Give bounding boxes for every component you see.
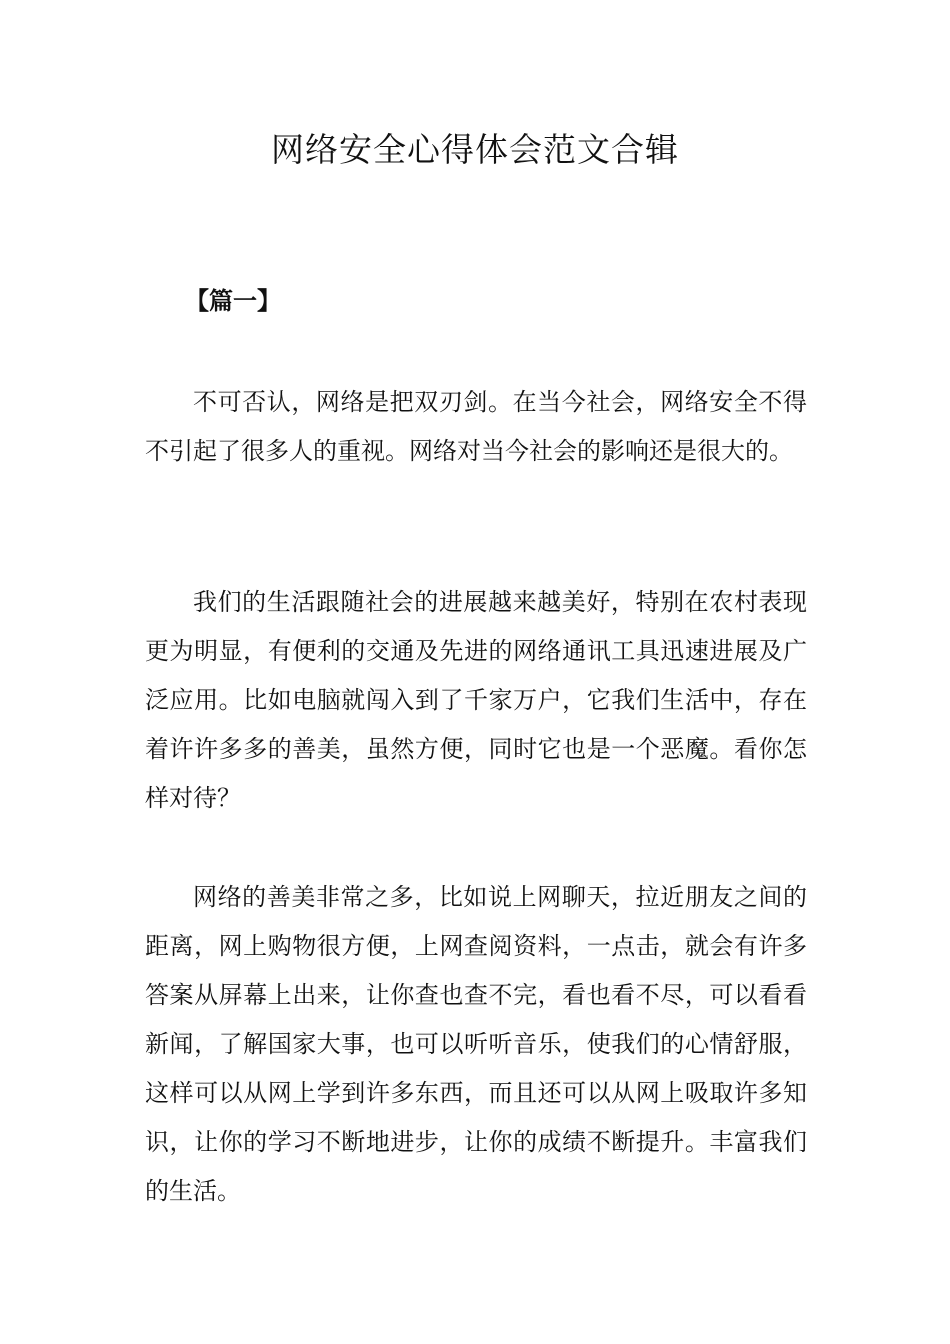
section-label: 【篇一】 [185, 286, 281, 315]
document-title: 网络安全心得体会范文合辑 [271, 130, 679, 169]
paragraph-2: 我们的生活跟随社会的进展越来越美好，特别在农村表现更为明显，有便利的交通及先进的网络通讯工具迅速进展及广泛应用。比如电脑就闯入到了千家万户，它我们生活中，存在着许许多多的善美，虽然方便，同时它也是一个恶魔。看你怎样对待？ [145, 588, 807, 812]
paragraph-1: 不可否认，网络是把双刃剑。在当今社会，网络安全不得不引起了很多人的重视。网络对当今社会的影响还是很大的。 [145, 388, 807, 465]
paragraph-3: 网络的善美非常之多，比如说上网聊天，拉近朋友之间的距离，网上购物很方便，上网查阅资料，一点击，就会有许多答案从屏幕上出来，让你查也查不完，看也看不尽，可以看看新闻，了解国家大事，也可以听听音乐，使我们的心情舒服，这样可以从网上学到许多东西，而且还可以从网上吸取许多知识，让你的学习不断地进步，让你的成绩不断提升。丰富我们的生活。 [145, 883, 807, 1205]
